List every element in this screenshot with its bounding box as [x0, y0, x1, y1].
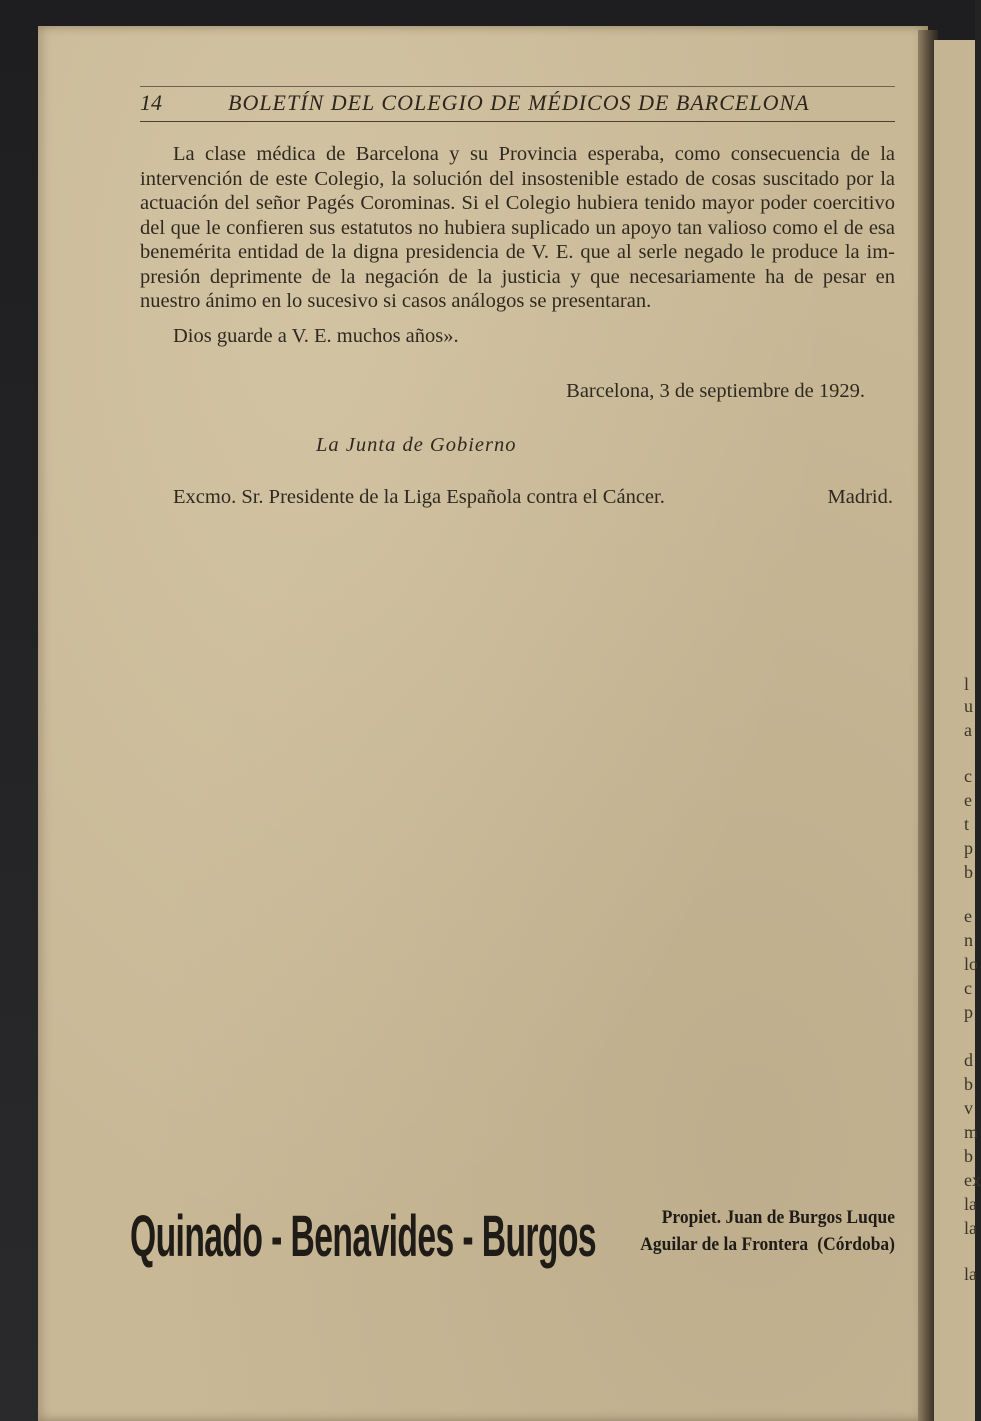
- facing-page-fragment: c: [964, 766, 972, 786]
- closing-formula: Dios guarde a V. E. muchos años».: [173, 325, 459, 347]
- ad-location-town: Aguilar de la Frontera: [640, 1234, 809, 1255]
- ad-owner-line: Propiet. Juan de Burgos Luque: [661, 1207, 895, 1228]
- facing-page-fragment: v: [964, 1098, 973, 1118]
- ad-location-province: (Córdoba): [817, 1234, 895, 1255]
- addressee-line: [173, 486, 893, 509]
- facing-page-fragment: e: [964, 906, 972, 926]
- facing-page-fragment: l: [964, 674, 970, 694]
- dateline: Barcelona, 3 de septiembre de 1929.: [566, 380, 865, 402]
- running-header: [140, 86, 895, 122]
- facing-page-fragment: b: [964, 1146, 973, 1166]
- facing-page-edge: [934, 40, 981, 1421]
- facing-page-fragment: ex: [964, 1170, 981, 1190]
- ad-owner-info: [623, 1204, 895, 1258]
- running-title: BOLETÍN DEL COLEGIO DE MÉDICOS DE BARCELONA: [228, 90, 810, 115]
- facing-page-fragment: la: [964, 1264, 977, 1284]
- facing-page-fragment: c: [964, 978, 972, 998]
- facing-page-fragment: la: [964, 1194, 977, 1214]
- addressee-city: Madrid.: [827, 486, 893, 508]
- ad-location-line: [640, 1231, 895, 1258]
- facing-page-fragment: b: [964, 862, 973, 882]
- facing-page-fragment: p: [964, 838, 973, 858]
- facing-page-fragment: t: [964, 814, 970, 834]
- page-number: 14: [140, 90, 162, 115]
- facing-page-fragment: la: [964, 1218, 977, 1238]
- facing-page-fragment: lo: [964, 954, 979, 974]
- facing-page-fragment: m: [964, 1122, 979, 1142]
- facing-page-fragment: d: [964, 1050, 973, 1070]
- advertisement: [130, 1196, 895, 1278]
- facing-page-fragment: a: [964, 720, 972, 740]
- facing-page-fragment: p: [964, 1002, 973, 1022]
- facing-page-fragment: n: [964, 930, 973, 950]
- facing-page-fragment: e: [964, 790, 972, 810]
- body-paragraph: La clase médica de Barcelona y su Provincia esperaba, como consecuencia de la intervención de este Colegio, la solución del insostenible estado de cosas suscitado por la actuación del señor Pagés Corominas. Si el Colegio hubiera tenido mayor poder coercitivo del que le confieren sus estatutos no hubiera suplicado un apoyo tan valioso como el de esa benemérita entidad de la digna presidencia de V. E. que al serle negado le produce la impresión deprimente de la negación de la justicia y que necesariamente ha de pesar en nuestro ánimo en lo sucesivo si casos análogos se presentaran.: [140, 143, 895, 312]
- addressee: Excmo. Sr. Presidente de la Liga Española contra el Cáncer.: [173, 486, 665, 508]
- facing-page-fragment: u: [964, 696, 973, 716]
- facing-page-fragment: b: [964, 1074, 973, 1094]
- ad-brand-name: Quinado - Benavides - Burgos: [130, 1204, 596, 1269]
- signature: La Junta de Gobierno: [316, 434, 517, 456]
